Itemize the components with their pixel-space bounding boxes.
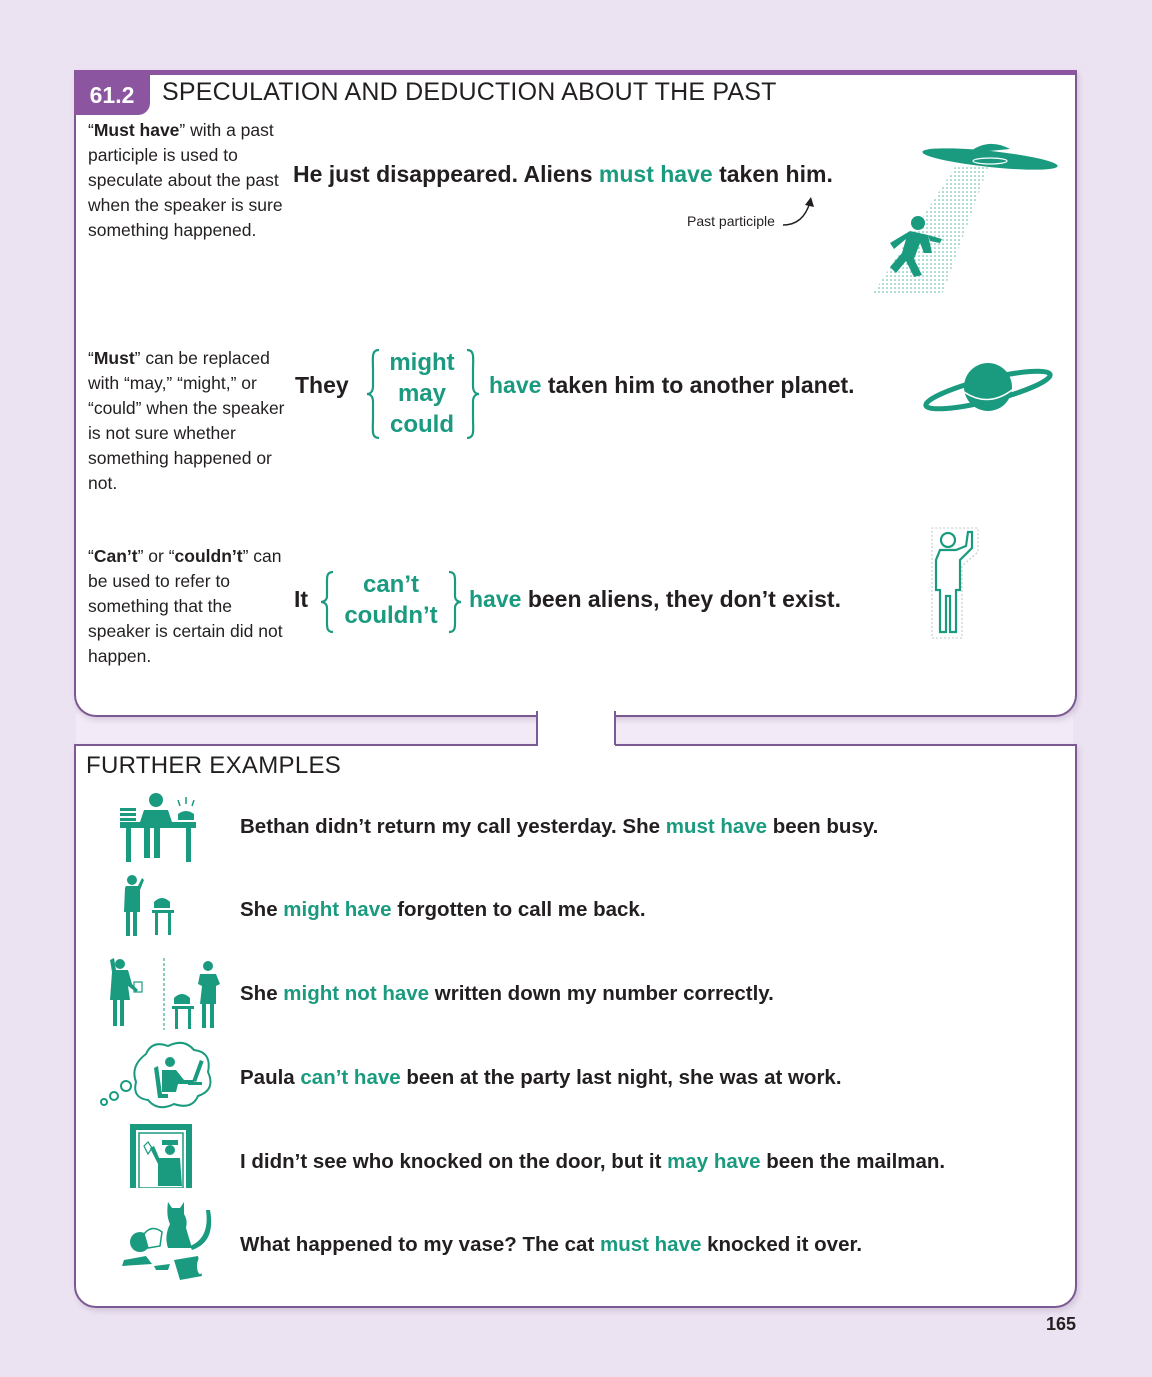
example-text: Paula bbox=[240, 1066, 301, 1089]
quote-open: “ bbox=[88, 546, 94, 566]
quote-open: “ bbox=[88, 120, 94, 140]
example-row bbox=[240, 1150, 945, 1174]
example-subject: It bbox=[294, 586, 309, 612]
quote-open: “ bbox=[88, 348, 94, 368]
cat-broken-vase-icon bbox=[118, 1198, 224, 1282]
ufo-abduction-icon bbox=[870, 135, 1060, 295]
quote-close: ” bbox=[242, 546, 249, 566]
section-title: SPECULATION AND DEDUCTION ABOUT THE PAST bbox=[162, 78, 777, 106]
panel-connector bbox=[538, 700, 615, 750]
example-text: written down my number correctly. bbox=[429, 982, 774, 1005]
explanation-text: ” or “ bbox=[137, 546, 175, 566]
example-highlight: have bbox=[469, 586, 522, 612]
example-highlight: must have bbox=[665, 815, 768, 838]
example-highlight: might not have bbox=[283, 982, 430, 1005]
example-text: He just disappeared. Aliens bbox=[293, 161, 599, 187]
example-row bbox=[240, 982, 774, 1006]
example-highlight: must have bbox=[598, 161, 713, 187]
example-highlight: must have bbox=[599, 1233, 702, 1256]
rule-explanation-2 bbox=[88, 346, 288, 496]
explanation-keyword: Must have bbox=[93, 120, 180, 140]
two-people-phone-icon bbox=[104, 956, 228, 1032]
connector-edge-left bbox=[536, 711, 538, 745]
rule-explanation-1 bbox=[88, 118, 288, 243]
page-number: 165 bbox=[1046, 1314, 1077, 1334]
explanation-keyword: couldn’t bbox=[174, 546, 243, 566]
modal-options bbox=[384, 347, 460, 440]
mailman-door-icon bbox=[130, 1124, 192, 1188]
example-text: taken him. bbox=[712, 161, 833, 187]
right-brace-icon bbox=[446, 570, 462, 634]
example-sentence-3 bbox=[469, 586, 841, 613]
left-brace-icon bbox=[320, 570, 336, 634]
example-text: She bbox=[240, 982, 284, 1005]
example-text: forgotten to call me back. bbox=[391, 898, 646, 921]
example-row bbox=[240, 1066, 842, 1090]
planet-icon bbox=[922, 360, 1054, 416]
example-highlight: have bbox=[489, 372, 542, 398]
example-text: been busy. bbox=[767, 815, 879, 838]
modal-option: could bbox=[390, 411, 454, 438]
example-text: She bbox=[240, 898, 284, 921]
explanation-text: with a past participle is used to speculate about the past when the speaker is sure something happened. bbox=[88, 120, 283, 240]
modal-option: might bbox=[389, 349, 455, 376]
quote-close: ” bbox=[179, 120, 186, 140]
example-sentence-2 bbox=[489, 372, 855, 399]
example-text: I didn’t see who knocked on the door, but it bbox=[240, 1150, 668, 1173]
past-participle-label: Past participle bbox=[687, 213, 775, 229]
example-row bbox=[240, 898, 646, 922]
explanation-text: can be replaced with “may,” “might,” or “could” when the speaker is not sure whether something happened or not. bbox=[88, 348, 285, 493]
example-text: been aliens, they don’t exist. bbox=[521, 586, 841, 612]
section-number-badge: 61.2 bbox=[74, 75, 150, 115]
example-row bbox=[240, 1233, 862, 1257]
person-thinking-phone-icon bbox=[120, 874, 184, 938]
annotation-arrow-icon bbox=[780, 194, 820, 230]
example-row bbox=[240, 815, 878, 839]
explanation-text: can be used to refer to something that the speaker is certain did not happen. bbox=[88, 546, 283, 666]
example-highlight: might have bbox=[283, 898, 392, 921]
quote-close: ” bbox=[134, 348, 141, 368]
rule-explanation-3 bbox=[88, 544, 288, 669]
example-text: knocked it over. bbox=[701, 1233, 863, 1256]
explanation-keyword: Can’t bbox=[93, 546, 138, 566]
modal-option: may bbox=[397, 380, 447, 407]
modal-option: can’t bbox=[362, 571, 419, 598]
thought-bubble-work-icon bbox=[96, 1038, 220, 1110]
modal-option: couldn’t bbox=[344, 602, 438, 629]
example-highlight: may have bbox=[667, 1150, 761, 1173]
busy-desk-icon bbox=[116, 792, 200, 864]
example-subject: They bbox=[295, 372, 349, 398]
example-text: been the mailman. bbox=[760, 1150, 946, 1173]
waving-person-icon bbox=[928, 526, 984, 644]
left-brace-icon bbox=[366, 348, 382, 440]
right-brace-icon bbox=[464, 348, 480, 440]
example-text: Bethan didn’t return my call yesterday. She bbox=[240, 815, 666, 838]
modal-options bbox=[336, 569, 446, 631]
example-text: What happened to my vase? The cat bbox=[240, 1233, 600, 1256]
connector-band-left bbox=[76, 713, 536, 744]
example-highlight: can’t have bbox=[300, 1066, 401, 1089]
example-text: been at the party last night, she was at work. bbox=[400, 1066, 842, 1089]
connector-edge-right bbox=[614, 711, 616, 745]
example-sentence-1 bbox=[293, 161, 833, 188]
example-text: taken him to another planet. bbox=[541, 372, 855, 398]
connector-band-right bbox=[616, 713, 1073, 744]
further-examples-title: FURTHER EXAMPLES bbox=[86, 752, 342, 779]
explanation-keyword: Must bbox=[93, 348, 135, 368]
